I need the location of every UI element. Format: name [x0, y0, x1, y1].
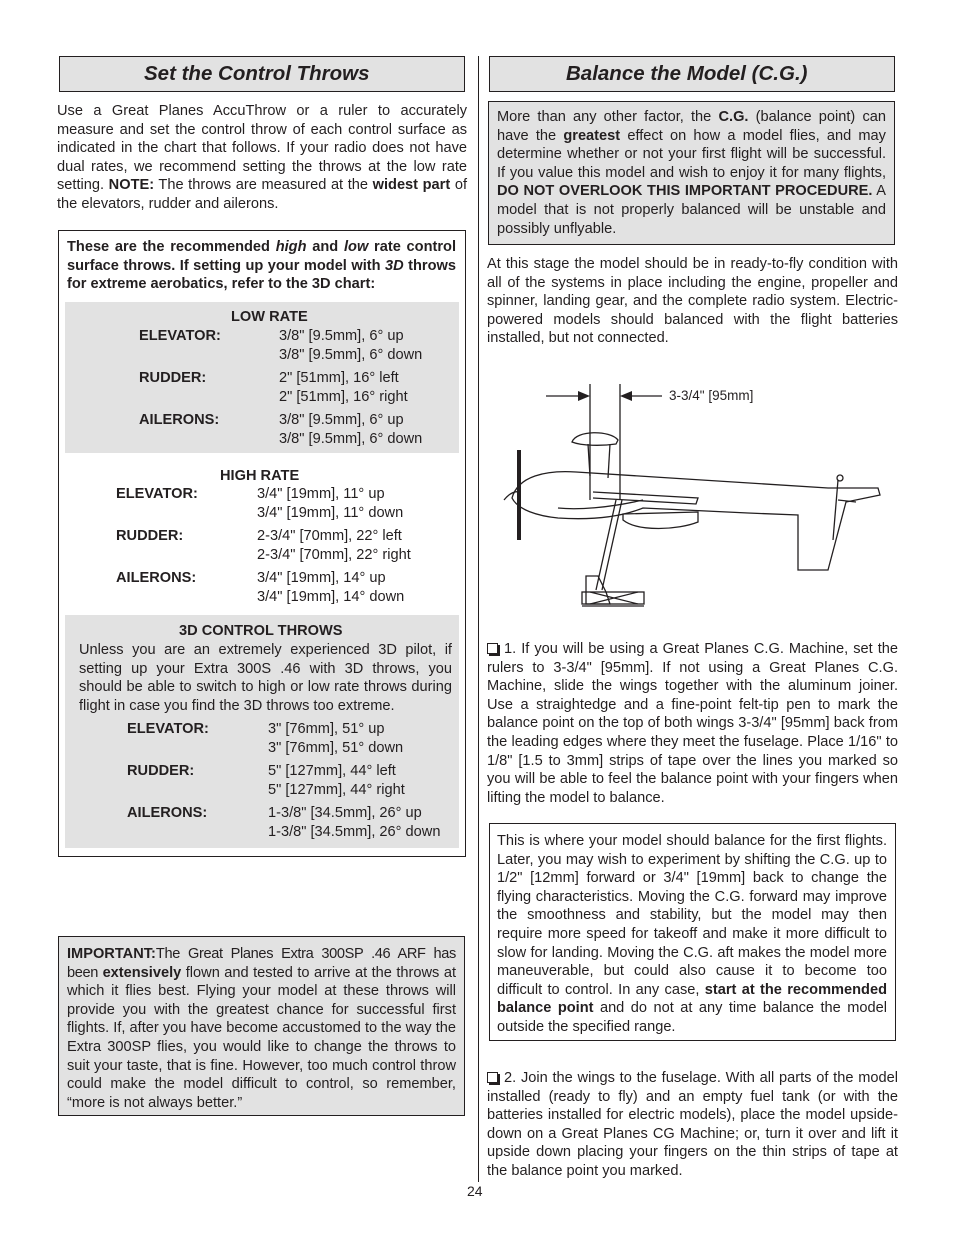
cg-info-text: This is where your model should balance for the first flights. Later, you may wish to experiment by shifting the C.G. up to 1/2" [12mm] forward or 3/4" [19mm] back to change the flying characteristics. Moving the C.G. forward may improve the smoothness and stability, but the model may then require more speed for takeoff and make it more difficult to slow for landing. Moving the C.G. aft makes the model more maneuverable, but could also cause it to become too difficult to control. In any case, start at the recommended balance point and do not at any time balance the model outside the specified range. — [497, 833, 888, 1035]
intro-paragraph: Use a Great Planes AccuThrow or a ruler to accurately measure and set the control throw of each control surface as indicated in the chart that follows. If your radio does not have dual rates, we recommend setting the throws at the low rate setting. NOTE: The throws are measured at the widest part of the elevators, rudder and ailerons. — [57, 103, 467, 212]
section-header-control-throws — [59, 56, 465, 92]
ready-to-fly-paragraph: At this stage the model should be in ready-to-fly condition with all of the systems in place including the engine, propeller and spinner, landing gear, and the complete radio system. Electric-powered models should balanced with the flight batteries installed, but not connected. — [487, 256, 898, 347]
cg-dimension-label: 3-3/4" [95mm] — [669, 388, 754, 403]
column-divider — [478, 56, 479, 1182]
low-rate-title: LOW RATE — [231, 309, 308, 325]
cg-machine-airplane-figure — [498, 380, 888, 612]
section-header-balance — [489, 56, 895, 92]
header-text: Set the Control Throws — [144, 62, 370, 85]
step-2-checkbox[interactable] — [487, 1072, 498, 1083]
step-1-paragraph: 1. If you will be using a Great Planes C.G. Machine, set the rulers to 3-3/4" [95mm]. If not using a Great Planes C.G. Machine, slide the wings together with the aluminum joiner. Use a straightedge and a fine-point felt-tip pen to mark the balance point on the top of both wings 3-3/4" [95mm] back from the leading edges where they meet the fuselage. Place 1/16" to 1/8" [1.5 to 3mm] strips of tape over the lines you marked so you will be able to feel the balance point with your fingers when lifting the model to balance. — [487, 641, 898, 806]
recommended-throws-note: These are the recommended high and low rate control surface throws. If setting up your model with 3D throws for extreme aerobatics, refer to the 3D chart: — [67, 239, 457, 293]
page-number: 24 — [467, 1183, 483, 1199]
three-d-title: 3D CONTROL THROWS — [179, 623, 343, 639]
step-2-paragraph: 2. Join the wings to the fuselage. With all parts of the model installed (ready to fly) and an empty fuel tank (or with the batteries installed for electric models), place the model upside-down on a Great Planes CG Machine; or, turn it over and lift it upside down placing your fingers on the thin strips of tape at the balance point you marked. — [487, 1070, 898, 1179]
high-rate-title: HIGH RATE — [220, 468, 300, 484]
step-1-checkbox[interactable] — [487, 643, 498, 654]
important-text: IMPORTANT:The Great Planes Extra 300SP .46 ARF has been extensively flown and tested to arrive at the throws at which it flies best. Flying your model at these throws will provide you with the greatest chance for successful first flights. If, after you have become accustomed to the way the Extra 300SP flies, you would like to change the throws to suit your taste, that is fine. However, too much control throw could make the model difficult to control, so remember, “more is not always better.” — [67, 946, 456, 1111]
header-text: Balance the Model (C.G.) — [566, 62, 808, 85]
three-d-text: Unless you are an extremely experienced 3D pilot, if setting up your Extra 300S .46 with 3D throws, you should be able to switch to high or low rate throws during flight in case you find the 3D throws too extreme. — [79, 642, 452, 714]
cg-warning-text: More than any other factor, the C.G. (balance point) can have the greatest effect on how a model flies, and may determine whether or not your first flight will be successful. If you value this model and wish to enjoy it for many flights, DO NOT OVERLOOK THIS IMPORTANT PROCEDURE. A model that is not properly balanced will be unstable and possibly unflyable. — [497, 109, 886, 237]
